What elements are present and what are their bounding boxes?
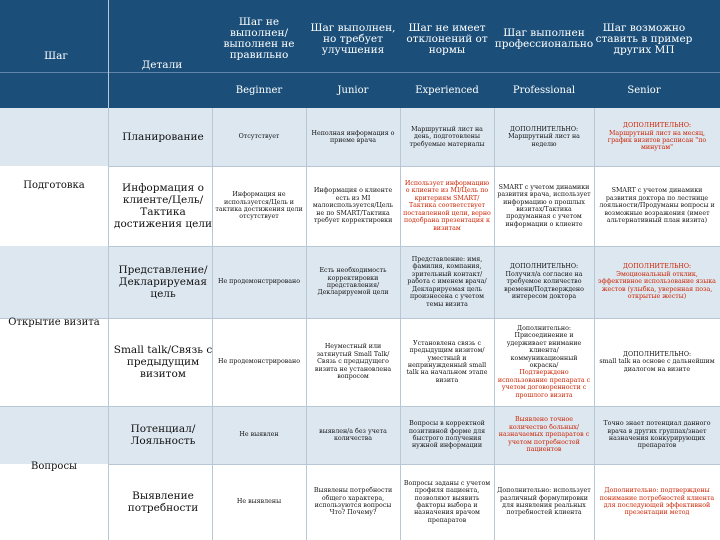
cell-text: Не продемонстрировано	[217, 358, 301, 366]
level-cell	[597, 248, 717, 316]
level-cell	[597, 110, 717, 164]
column-divider	[594, 108, 595, 540]
column-divider	[108, 0, 109, 540]
cell-text: ДОПОЛНИТЕЛЬНО:	[622, 263, 692, 271]
group-label-preparation: Подготовка	[23, 179, 85, 191]
level-cell	[597, 466, 717, 538]
cell-text: выявлен/а без учета количества	[319, 427, 387, 442]
level-cell	[215, 248, 303, 316]
level-cell	[597, 168, 717, 244]
column-divider	[306, 108, 307, 540]
cell-text: ДОПОЛНИТЕЛЬНО:	[622, 122, 692, 130]
level-cell	[215, 320, 303, 404]
level-cell	[309, 408, 397, 462]
level-cell	[497, 466, 591, 538]
cell-text: Использует информацию о клиенте из МІ/Цель по критериям SMART/Тактика соответствует поставленной цели, верно подобрана презентация к визитам	[403, 180, 491, 232]
cell-text: Представление: имя, фамилия, компания, зрительный контакт/работа с именем врача/Декларируемая цель произнесена с учетом темы визита	[407, 256, 487, 308]
header-level-3-description: Шаг не имеет отклонений от нормы	[406, 21, 488, 56]
header-detail: Детали	[141, 58, 183, 71]
cell-text: ДОПОЛНИТЕЛЬНО:	[509, 125, 579, 133]
group-label-opening: Открытие визита	[8, 316, 100, 328]
level-cell	[215, 168, 303, 244]
header-level-5-description: Шаг возможно ставить в пример других МП	[595, 21, 693, 56]
cell-text: Отсутствует	[238, 133, 280, 141]
cell-text: ДОПОЛНИТЕЛЬНО:	[509, 263, 579, 271]
cell-text: Информация не используется/Цель и тактика достижения цели отсутствует	[215, 191, 303, 221]
cell-text: Неуместный или затянутый Small Talk/Связь с предыдущего визита не установлена вопросом	[314, 343, 392, 381]
level-cell	[497, 408, 591, 462]
row-divider	[0, 406, 720, 407]
cell-text: Дополнительно: подтверждены понимание потребностей клиента для последующей эффективной презентации метод	[599, 487, 715, 517]
level-cell	[403, 110, 491, 164]
cell-text: Вопросы заданы с учетом профиля пациента, позволяют выявить факторы выбора и назначения врачом препаратов	[403, 479, 491, 524]
header-level-2-name: Junior	[337, 84, 369, 96]
level-cell	[215, 466, 303, 538]
header-level-3-name: Experienced	[415, 84, 479, 96]
cell-text: Эмоциональный отклик, эффективное использование языка жестов (улыбка, уверенная поза, открытые жесты)	[598, 270, 716, 301]
level-cell	[497, 320, 591, 404]
cell-text: Есть необходимость корректировки представления/Декларируемой цели	[317, 267, 389, 297]
cell-text: Получил/а согласие на требуемое количество времени/Подтверждено интересом доктора	[504, 270, 584, 301]
cell-text: ДОПОЛНИТЕЛЬНО:	[622, 350, 692, 358]
header-level-1-name: Beginner	[235, 84, 283, 96]
cell-text: Неполная информация о приеме врача	[311, 129, 395, 144]
group-label-questions: Вопросы	[30, 460, 77, 472]
column-divider	[494, 108, 495, 540]
cell-text: Маршрутный лист на месяц, график визитов расписан "по минутам"	[607, 129, 707, 152]
cell-text: Выявлены потребности общего характера, используются вопросы Что? Почему?	[313, 487, 393, 517]
cell-text: Подтверждено использование препарата с учетом договоренности с прошлого визита	[497, 369, 591, 399]
level-cell	[597, 320, 717, 404]
column-divider	[400, 108, 401, 540]
level-cell	[309, 168, 397, 244]
detail-needs: Выявление потребности	[127, 490, 199, 514]
header-level-4-description: Шаг выполнен профессионально	[494, 27, 594, 50]
level-cell	[403, 408, 491, 462]
header-step: Шаг	[44, 49, 68, 62]
detail-small-talk: Small talk/Связь с предыдущим визитом	[113, 344, 213, 380]
cell-text: Маршрутный лист на неделю	[508, 133, 580, 148]
level-cell	[215, 110, 303, 164]
cell-text: Установлена связь с предыдущим визитом/уместный и непринужденный small talk на начальном этапе визита	[406, 339, 488, 384]
level-cell	[597, 408, 717, 462]
level-cell	[497, 248, 591, 316]
row-divider	[0, 318, 720, 319]
cell-text: small talk на основе с дальнейшим диалогом на визите	[599, 358, 715, 373]
cell-text: Маршрутный лист на день, подготовлены требуемые материалы	[409, 125, 485, 148]
cell-text: Выявлено точное количество больных/назначаемых препаратов с учетом потребностей пациентов	[498, 416, 590, 454]
level-cell	[403, 168, 491, 244]
level-cell	[403, 466, 491, 538]
cell-text: Не выявлен	[239, 431, 279, 439]
level-cell	[497, 110, 591, 164]
level-cell	[309, 248, 397, 316]
detail-client-info: Информация о клиенте/Цель/Тактика достижения цели	[114, 182, 212, 230]
level-cell	[309, 320, 397, 404]
cell-text: Дополнительно: Присоединение и удерживает внимание клиента/коммуникационный окраска/	[506, 324, 582, 369]
cell-text: Вопросы в корректной позитивной форме для быстрого получения нужной информации	[408, 420, 486, 450]
level-cell	[309, 466, 397, 538]
level-cell	[497, 168, 591, 244]
level-cell	[403, 248, 491, 316]
cell-text: Не выявлены	[236, 498, 282, 506]
detail-planning: Планирование	[122, 131, 204, 143]
level-cell	[215, 408, 303, 462]
cell-text: SMART с учетом динамики развития врача, использует информацию о прошлых визитах/Тактика продуманная с учетом информации о клиенте	[497, 183, 591, 228]
cell-text: Дополнительно: использует различный формулировки для выявления реальных потребностей клиента	[497, 487, 591, 517]
header-level-1-description: Шаг не выполнен/выполнен не правильно	[223, 16, 295, 61]
header-level-4-name: Professional	[512, 84, 576, 96]
cell-text: SMART с учетом динамики развития доктора по лестнице лояльности/Продуманы вопросы и возможные возражения (имеет альтернативный план визита)	[599, 187, 715, 225]
level-cell	[403, 320, 491, 404]
header-level-2-description: Шаг выполнен, но требует улучшения	[310, 21, 396, 56]
detail-introduction: Представление/Декларируемая цель	[118, 264, 208, 300]
detail-potential: Потенциал/Лояльность	[130, 423, 196, 447]
cell-text: Информация о клиенте есть из МІ малоиспользуется/Цель не по SMART/Тактика требует корректировки	[312, 187, 394, 225]
cell-text: Не продемонстрировано	[217, 278, 301, 286]
level-cell	[309, 110, 397, 164]
header-level-5-name: Senior	[627, 84, 661, 96]
cell-text: Точно знает потенциал данного врача в других группах/знает назначения конкурирующих препаратов	[603, 420, 711, 450]
